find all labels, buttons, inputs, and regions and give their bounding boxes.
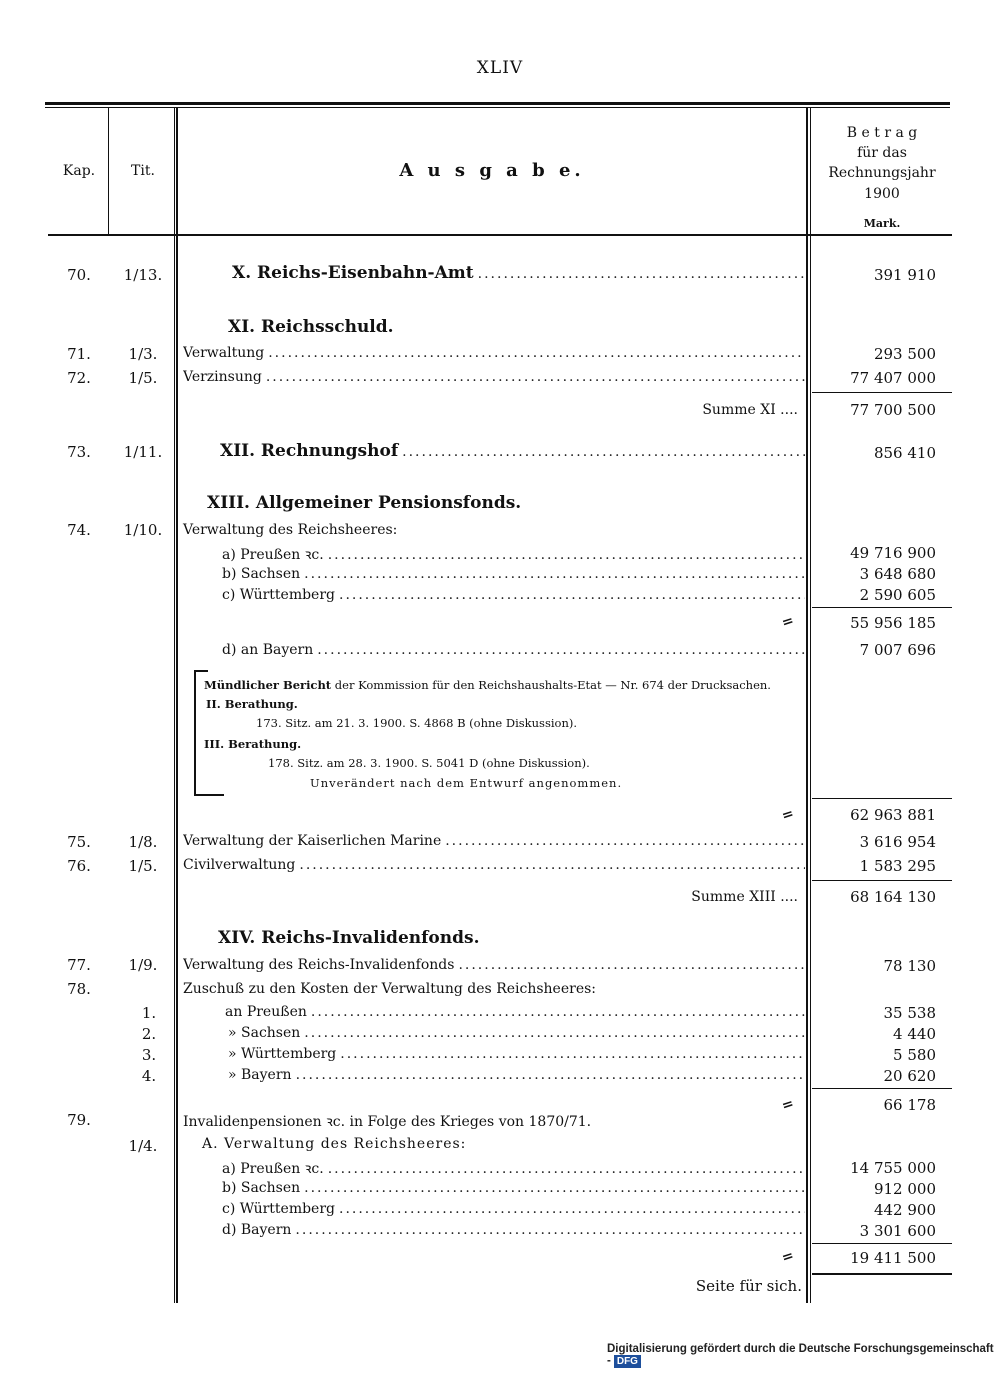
kap-74: 74.: [67, 521, 91, 539]
note-line-2: II. Berathung.: [206, 697, 298, 711]
row-79b: [222, 1180, 805, 1196]
col-rule-tit-b: [176, 108, 178, 1303]
leader-dots: [340, 1046, 805, 1062]
note-text: der Kommission für den Reichshaushalts-Etat — Nr. 674 der Drucksachen.: [334, 678, 771, 692]
page-number: XLIV: [476, 58, 524, 78]
col-rule-amount-b: [810, 108, 811, 1303]
kap-75: 75.: [67, 833, 91, 851]
note-line-1: [204, 678, 771, 692]
leader-dots: [339, 587, 805, 603]
tit-78-1: 1.: [141, 1004, 157, 1022]
kap-71: 71.: [67, 345, 91, 363]
subtotal-rule-78: [812, 1088, 952, 1089]
top-rule: [45, 102, 950, 105]
leader-dots: [458, 957, 805, 973]
tit-73: 1/11.: [123, 443, 163, 461]
tit-74: 1/10.: [123, 521, 163, 539]
sum-rule-xiii: [812, 880, 952, 881]
row-78-2: [228, 1025, 805, 1041]
row-label: d) an Bayern: [222, 642, 314, 658]
row-79a: [222, 1159, 805, 1178]
sum-xi: 77 700 500: [850, 401, 936, 419]
note-line-6: Unverändert nach dem Entwurf angenommen.: [310, 776, 623, 790]
header-unit: Mark.: [863, 217, 901, 230]
carry-rule: [812, 1273, 952, 1275]
leader-dots: [339, 1201, 805, 1217]
amount-77: 78 130: [883, 957, 936, 975]
sum-xiii: 68 164 130: [850, 888, 936, 906]
tit-76: 1/5.: [128, 857, 158, 875]
note-title: Mündlicher Bericht: [204, 678, 332, 692]
row-label: » Sachsen: [228, 1025, 301, 1041]
kap-70: 70.: [67, 266, 91, 284]
note-line-3: 173. Sitz. am 21. 3. 1900. S. 4868 B (ohne Diskussion).: [256, 716, 577, 730]
tit-78-3: 3.: [141, 1046, 157, 1064]
note-bracket-side: [194, 670, 196, 796]
amount-70: 391 910: [873, 266, 936, 284]
tit-78-2: 2.: [141, 1025, 157, 1043]
tit-75: 1/8.: [128, 833, 158, 851]
note-line-4: III. Berathung.: [204, 737, 302, 751]
tit-72: 1/5.: [128, 369, 158, 387]
header-rule: [48, 234, 952, 236]
row-79c: [222, 1201, 805, 1217]
tit-79: 1/4.: [128, 1137, 158, 1155]
equals-mark: =: [779, 1247, 796, 1267]
subtotal2-rule-74: [812, 798, 952, 799]
row-label: c) Württemberg: [222, 1201, 335, 1217]
header-betrag-4: 1900: [864, 186, 900, 202]
section-xiv-title: XIV. Reichs-Invalidenfonds.: [218, 928, 480, 948]
row-label: Civilverwaltung: [183, 857, 296, 873]
leader-dots: [328, 547, 805, 563]
amount-74b: 3 648 680: [859, 565, 936, 583]
row-74d: [222, 642, 805, 658]
amount-76: 1 583 295: [859, 857, 936, 875]
row-76: [183, 857, 805, 873]
row-78-4: [228, 1067, 805, 1083]
leader-dots: [296, 1067, 805, 1083]
leader-dots: [445, 833, 805, 849]
note-bracket-top: [194, 670, 208, 672]
section-x-title: X. Reichs-Eisenbahn-Amt: [232, 263, 474, 283]
footer-text: Digitalisierung gefördert durch die Deutsche Forschungsgemeinschaft -: [607, 1343, 994, 1367]
leader-dots: [304, 1180, 805, 1196]
kap-72: 72.: [67, 369, 91, 387]
amount-74c: 2 590 605: [859, 586, 936, 604]
tit-78-4: 4.: [141, 1067, 157, 1085]
amount-73: 856 410: [873, 444, 936, 462]
amount-78-3: 5 580: [893, 1046, 936, 1064]
row-71: [183, 345, 805, 361]
col-rule-kap: [108, 108, 109, 234]
sum-label-xiii: Summe XIII ....: [691, 889, 798, 905]
kap-76: 76.: [67, 857, 91, 875]
subtotal-78: 66 178: [883, 1096, 936, 1114]
leader-dots: [478, 266, 805, 282]
leader-dots: [268, 345, 805, 361]
header-tit: Tit.: [131, 163, 155, 179]
leader-dots: [402, 444, 805, 460]
carry-label: Seite für sich.: [695, 1277, 802, 1295]
leader-dots: [299, 857, 805, 873]
note-bracket-bottom: [194, 794, 224, 796]
row-label: c) Württemberg: [222, 587, 335, 603]
leader-dots: [304, 1025, 805, 1041]
row-label: d) Bayern: [222, 1222, 292, 1238]
amount-79b: 912 000: [873, 1180, 936, 1198]
row-75: [183, 833, 805, 849]
amount-78-2: 4 440: [893, 1025, 936, 1043]
subtotal-79: 19 411 500: [850, 1249, 936, 1267]
section-xii-title: XII. Rechnungshof: [220, 441, 399, 461]
header-betrag-1: B e t r a g: [846, 125, 918, 141]
subtotal-74: 55 956 185: [850, 614, 936, 632]
subtotal-rule-79: [812, 1243, 952, 1244]
amount-74a: 49 716 900: [850, 544, 936, 562]
row-label: a) Preußen ꝛc.: [222, 547, 324, 563]
header-ausgabe: A u s g a b e.: [399, 160, 585, 181]
tit-77: 1/9.: [128, 956, 158, 974]
sum-rule-xi: [812, 392, 952, 393]
tit-70: 1/13.: [123, 266, 163, 284]
amount-72: 77 407 000: [850, 369, 936, 387]
kap-73: 73.: [67, 443, 91, 461]
row-label: Verzinsung: [183, 369, 262, 385]
row-79d: [222, 1222, 805, 1238]
row-77: [183, 957, 805, 973]
amount-79c: 442 900: [873, 1201, 936, 1219]
row-78-1: [225, 1004, 805, 1020]
top-rule-thin: [45, 107, 950, 108]
equals-mark: =: [779, 612, 796, 632]
sum-label-xi: Summe XI ....: [702, 402, 798, 418]
header-kap: Kap.: [62, 163, 96, 179]
row-label: Verwaltung des Reichs-Invalidenfonds: [183, 957, 455, 973]
row-74c: [222, 587, 805, 603]
section-x-row: [232, 263, 805, 283]
row-label: a) Preußen ꝛc.: [222, 1161, 324, 1177]
row-79-intro: Invalidenpensionen ꝛc. in Folge des Krieges von 1870/71.: [183, 1114, 592, 1130]
kap-79: 79.: [67, 1111, 91, 1129]
leader-dots: [304, 566, 805, 582]
row-74b: [222, 566, 805, 582]
col-rule-tit: [174, 108, 175, 1303]
row-74a: [222, 545, 805, 564]
section-xi-title: XI. Reichsschuld.: [228, 317, 394, 337]
row-label: Verwaltung: [183, 345, 265, 361]
row-label: b) Sachsen: [222, 1180, 301, 1196]
row-72: [183, 369, 805, 385]
digitization-footer: [607, 1343, 1000, 1368]
equals-mark: =: [779, 1095, 796, 1115]
kap-78: 78.: [67, 980, 91, 998]
row-label: » Bayern: [228, 1067, 292, 1083]
row-78-3: [228, 1046, 805, 1062]
row-label: » Württemberg: [228, 1046, 337, 1062]
leader-dots: [295, 1222, 805, 1238]
amount-78-4: 20 620: [883, 1067, 936, 1085]
row-label: an Preußen: [225, 1004, 307, 1020]
subtotal2-74: 62 963 881: [850, 806, 936, 824]
amount-79d: 3 301 600: [859, 1222, 936, 1240]
note-line-5: 178. Sitz. am 28. 3. 1900. S. 5041 D (ohne Diskussion).: [268, 756, 590, 770]
amount-74d: 7 007 696: [859, 641, 936, 659]
row-79-subhead: A. Verwaltung des Reichsheeres:: [202, 1136, 467, 1152]
leader-dots: [317, 642, 805, 658]
header-betrag-3: Rechnungsjahr: [828, 165, 936, 181]
equals-mark: =: [779, 805, 796, 825]
row-74-intro: Verwaltung des Reichsheeres:: [183, 522, 398, 538]
amount-71: 293 500: [873, 345, 936, 363]
amount-78-1: 35 538: [883, 1004, 936, 1022]
subtotal-rule-74: [812, 607, 952, 608]
row-label: b) Sachsen: [222, 566, 301, 582]
leader-dots: [266, 369, 805, 385]
amount-75: 3 616 954: [859, 833, 936, 851]
amount-79a: 14 755 000: [850, 1159, 936, 1177]
row-label: Verwaltung der Kaiserlichen Marine: [183, 833, 442, 849]
row-78-intro: Zuschuß zu den Kosten der Verwaltung des Reichsheeres:: [183, 981, 596, 997]
section-xii-row: [220, 441, 805, 461]
leader-dots: [311, 1004, 805, 1020]
tit-71: 1/3.: [128, 345, 158, 363]
header-betrag-2: für das: [857, 145, 907, 161]
kap-77: 77.: [67, 956, 91, 974]
leader-dots: [328, 1161, 805, 1177]
col-rule-amount: [806, 108, 808, 1303]
section-xiii-title: XIII. Allgemeiner Pensionsfonds.: [207, 493, 522, 513]
dfg-logo: DFG: [614, 1355, 641, 1368]
